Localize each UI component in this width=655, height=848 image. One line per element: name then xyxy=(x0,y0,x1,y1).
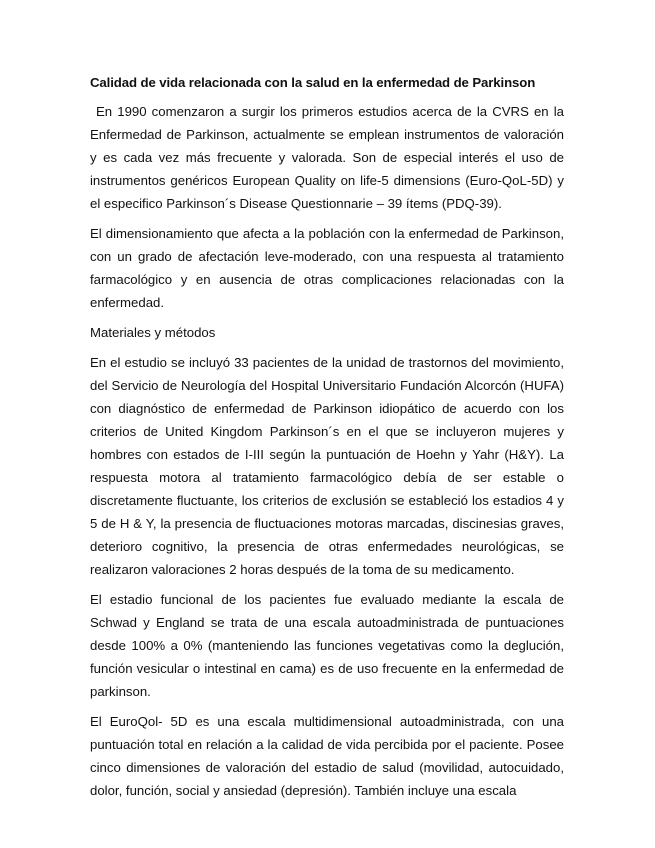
paragraph-euroqol: El EuroQol- 5D es una escala multidimensional autoadministrada, con una puntuación total en relación a la calidad de vida percibida por el paciente. Posee cinco dimensiones de valoración del estadio de salud (movilidad, autocuidado, dolor, función, social y ansiedad (depresión). También incluye una escala xyxy=(90,714,564,798)
paragraph-functional-stage: El estadio funcional de los pacientes fue evaluado mediante la escala de Schwad y England se trata de una escala autoadministrada de puntuaciones desde 100% a 0% (manteniendo las funciones vegetativas como la deglución, función vesicular o intestinal en cama) es de uso frecuente en la enfermedad de parkinson. xyxy=(90,592,564,699)
section-heading-methods: Materiales y métodos xyxy=(90,325,216,340)
paragraph-study: En el estudio se incluyó 33 pacientes de la unidad de trastornos del movimiento, del Servicio de Neurología del Hospital Universitario Fundación Alcorcón (HUFA) con diagnóstico de enfermedad de Parkinson idiopático de acuerdo con los criterios de United Kingdom Parkinson´s en el que se incluyeron mujeres y hombres con estados de I-III según la puntuación de Hoehn y Yahr (H&Y). La respuesta motora al tratamiento farmacológico debía de ser estable o discretamente fluctuante, los criterios de exclusión se estableció los estadios 4 y 5 de H & Y, la presencia de fluctuaciones motoras marcadas, discinesias graves, deterioro cognitivo, la presencia de otras enfermedades neurológicas, se realizaron valoraciones 2 horas después de la toma de su medicamento. xyxy=(90,355,564,577)
document-title: Calidad de vida relacionada con la salud en la enfermedad de Parkinson xyxy=(90,75,536,90)
document-body xyxy=(90,72,564,809)
paragraph-introduction: En 1990 comenzaron a surgir los primeros estudios acerca de la CVRS en la Enfermedad de Parkinson, actualmente se emplean instrumentos de valoración y es cada vez más frecuente y valorada. Son de especial interés el uso de instrumentos genéricos European Quality on life-5 dimensions (Euro-QoL-5D) y el especifico Parkinson´s Disease Questionnarie – 39 ítems (PDQ-39). xyxy=(90,104,564,211)
paragraph-population: El dimensionamiento que afecta a la población con la enfermedad de Parkinson, con un grado de afectación leve-moderado, con una respuesta al tratamiento farmacológico y en ausencia de otras complicaciones relacionadas con la enfermedad. xyxy=(90,226,564,310)
